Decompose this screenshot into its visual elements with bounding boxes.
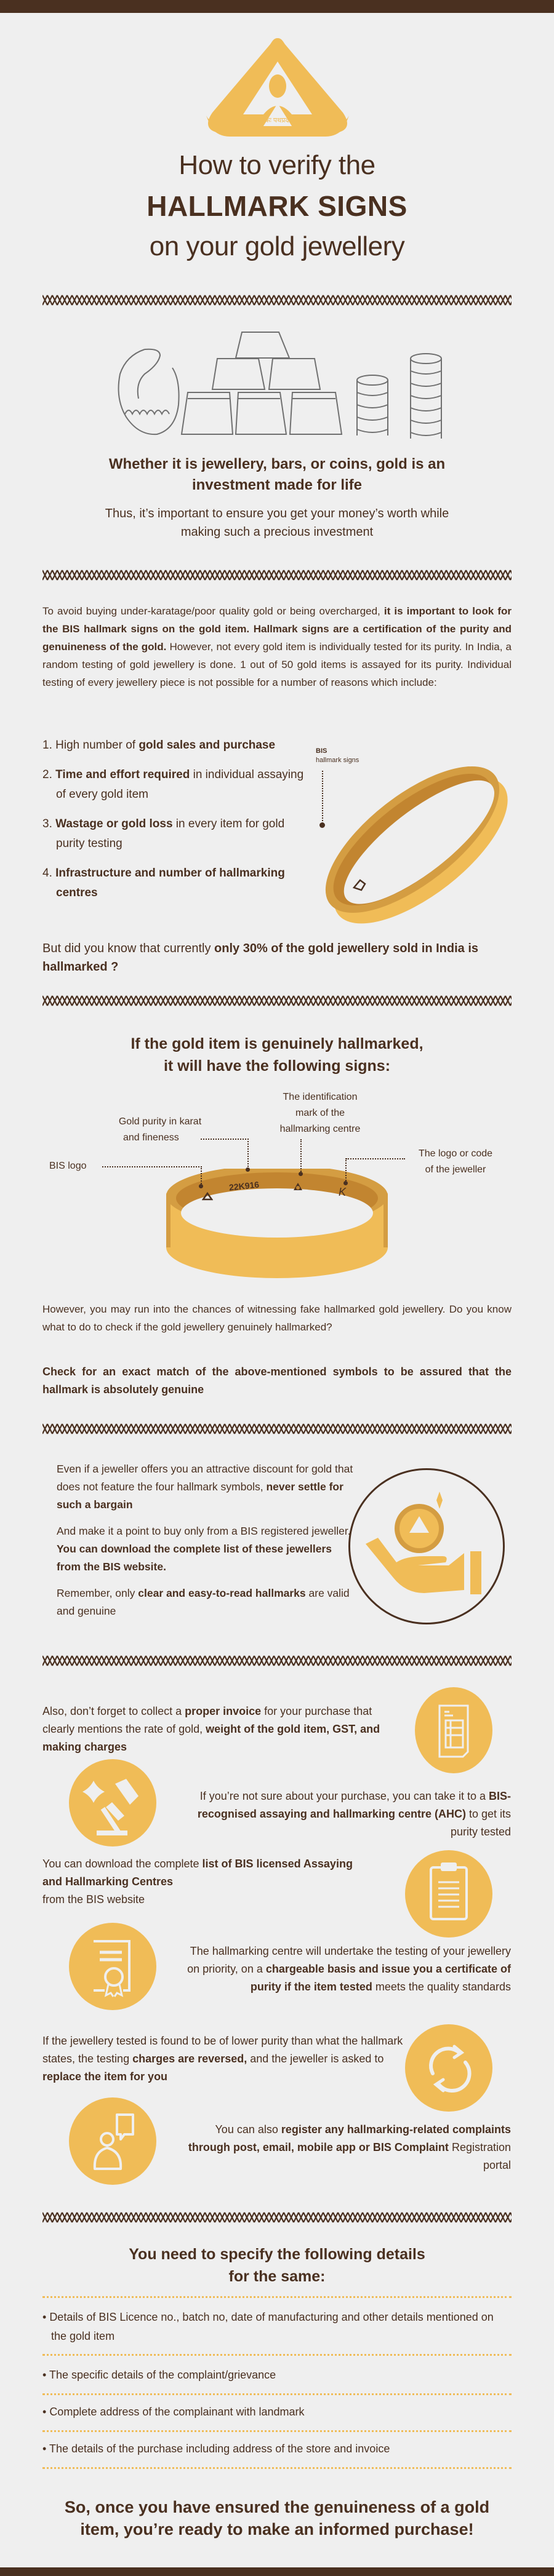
zigzag-divider	[42, 294, 512, 306]
details-heading-1: You need to specify the following details	[129, 2246, 425, 2263]
detail-item: • The specific details of the complaint/grievance	[42, 2369, 276, 2381]
microscope-icon-badge	[69, 1759, 156, 1847]
microscope-icon	[69, 1759, 156, 1847]
coin-stack-icon	[357, 354, 441, 439]
tip-complaint: You can also register any hallmarking-related complaints through post, email, mobile app or BIS Complaint Registration portal	[188, 2123, 511, 2171]
bis-logo-stamp-icon	[202, 1192, 213, 1201]
complaint-icon-badge	[69, 2097, 156, 2185]
tip-invoice: Also, don’t forget to collect a proper invoice for your purchase that clearly mentions the rate of gold, weight of the gold item, GST, and making charges	[42, 1705, 380, 1753]
check-match-paragraph: Check for an exact match of the above-mentioned symbols to be assured that the hallmark is absolutely genuine	[42, 1366, 512, 1396]
leader-line	[300, 1139, 302, 1174]
registered-jeweller-tip: And make it a point to buy only from a BIS registered jeweller. You can download the complete list of these jewellers from the BIS website.	[57, 1525, 351, 1573]
hallmark-ring-diagram	[0, 1089, 554, 1286]
leader-line	[346, 1158, 405, 1159]
leader-line	[102, 1166, 202, 1167]
leader-dot	[343, 1181, 348, 1185]
closing-line-1: So, once you have ensured the genuineness of a gold	[64, 2498, 490, 2516]
label-centre-1: The identification	[283, 1092, 358, 1102]
certificate-icon-badge	[69, 1923, 156, 2010]
tip-assay-centre: If you’re not sure about your purchase, you can take it to a BIS-recognised assaying and hallmarking centre (AHC) to get its purity tested	[197, 1790, 511, 1838]
leader-dot	[319, 822, 325, 828]
leader-line	[201, 1166, 202, 1186]
centre-mark-stamp-icon	[293, 1182, 303, 1191]
title-line-3: on your gold jewellery	[149, 231, 405, 261]
stat-text: But did you know that currently only 30% of the gold jewellery sold in India is hallmarked ?	[42, 942, 479, 974]
reason-item: 3. Wastage or gold loss in every item for gold purity testing	[42, 817, 285, 850]
gold-bars-icon	[182, 332, 342, 434]
label-purity-1: Gold purity in karat	[118, 1116, 202, 1127]
clipboard-icon	[405, 1850, 492, 1938]
gold-items-illustration	[102, 331, 452, 445]
purity-stamp: 22K916	[228, 1179, 260, 1193]
label-jeweller-2: of the jeweller	[425, 1164, 486, 1175]
label-jeweller-1: The logo or code	[418, 1148, 493, 1159]
zigzag-divider	[42, 995, 512, 1007]
intro-subtext: Thus, it’s important to ensure you get your money’s worth while making such a precious investment	[105, 507, 449, 539]
complaint-user-icon	[69, 2097, 156, 2185]
leader-dot	[199, 1184, 203, 1188]
ring-label: hallmark signs	[316, 757, 359, 764]
hand-holding-coin-icon	[350, 1470, 503, 1623]
reasons-list	[42, 736, 307, 903]
dotted-separator	[42, 2393, 512, 2395]
jeweller-stamp: K	[339, 1186, 347, 1198]
zigzag-divider	[42, 569, 512, 581]
leader-dot	[246, 1167, 250, 1172]
jeweller-advice	[57, 1460, 358, 1620]
signs-heading-1: If the gold item is genuinely hallmarked,	[130, 1035, 424, 1052]
tip-certificate: The hallmarking centre will undertake the testing of your jewellery on priority, on a chargeable basis and issue you a certificate of purity if the item tested meets the quality standards	[187, 1945, 511, 1993]
fake-hallmark-paragraph: However, you may run into the chances of witnessing fake hallmarked gold jewellery. Do you know what to do to check if the gold jewellery genuinely hallmarked?	[42, 1303, 512, 1333]
tip-replace: If the jewellery tested is found to be of lower purity than what the hallmark states, the testing charges are reversed, and the jeweller is asked to replace the item for you	[42, 2035, 403, 2083]
detail-item: • Details of BIS Licence no., batch no, date of manufacturing and other details mentioned on the gold item	[42, 2311, 494, 2342]
zigzag-divider	[42, 1423, 512, 1435]
label-bis-logo: BIS logo	[49, 1161, 87, 1171]
why-paragraph: To avoid buying under-karatage/poor quality gold or being overcharged, it is important to look for the BIS hallmark signs on the gold item. Hallmark signs are a certification of the purity and genuineness of the gold. However, not every gold item is individually tested for its purity. In India, a random testing of gold jewellery is done. 1 out of 50 gold items is assayed for its purity. Individual testing of every jewellery piece is not possible for a number of reasons which include:	[42, 605, 512, 688]
detail-item: • Complete address of the complainant with landmark	[42, 2406, 305, 2418]
hand-coin-badge	[348, 1468, 505, 1624]
leader-line	[322, 771, 323, 824]
zigzag-divider	[42, 2211, 512, 2224]
title-line-1: How to verify the	[179, 150, 375, 180]
title-line-2: HALLMARK SIGNS	[147, 190, 407, 222]
leader-line	[345, 1158, 347, 1183]
reason-item: 1. High number of gold sales and purchase	[42, 739, 276, 752]
invoice-icon	[415, 1687, 492, 1773]
reason-item: 4. Infrastructure and number of hallmarking centres	[42, 867, 285, 899]
label-centre-3: hallmarking centre	[279, 1124, 361, 1134]
top-bar	[0, 0, 554, 13]
refresh-icon	[405, 2024, 492, 2112]
bis-logo	[205, 36, 350, 138]
leader-line	[247, 1139, 249, 1169]
bangle-icon	[119, 349, 179, 434]
label-purity-2: and fineness	[123, 1132, 179, 1143]
closing-line-2: item, you’re ready to make an informed purchase!	[80, 2520, 474, 2538]
bottom-bar	[0, 2567, 554, 2576]
signs-heading-2: it will have the following signs:	[163, 1057, 391, 1075]
reason-item: 2. Time and effort required in individual assaying of every gold item	[42, 768, 304, 801]
leader-line	[201, 1139, 249, 1140]
dotted-separator	[42, 2296, 512, 2298]
zigzag-divider	[42, 1655, 512, 1667]
refresh-icon-badge	[405, 2024, 492, 2112]
detail-item: • The details of the purchase including address of the store and invoice	[42, 2443, 390, 2455]
tilted-ring-illustration	[311, 747, 514, 926]
certificate-icon	[69, 1923, 156, 2010]
intro-heading: Whether it is jewellery, bars, or coins, gold is an investment made for life	[108, 456, 446, 493]
dotted-separator	[42, 2354, 512, 2356]
discount-warning: Even if a jeweller offers you an attractive discount for gold that does not feature the four hallmark symbols, never settle for such a bargain	[57, 1463, 353, 1511]
ring-label-bold: BIS	[316, 747, 327, 755]
logo-motto: मानकः पथप्रदर्शकः	[255, 117, 300, 124]
clipboard-icon-badge	[405, 1850, 492, 1938]
dotted-separator	[42, 2467, 512, 2469]
label-centre-2: mark of the	[295, 1108, 345, 1118]
tip-download-list: You can download the complete list of BIS licensed Assaying and Hallmarking Centres from the BIS website	[42, 1858, 353, 1906]
dotted-separator	[42, 2430, 512, 2432]
details-heading-2: for the same:	[228, 2268, 326, 2285]
leader-dot	[299, 1172, 303, 1176]
invoice-icon-badge	[415, 1687, 492, 1773]
clear-hallmark-tip: Remember, only clear and easy-to-read hallmarks are valid and genuine	[57, 1587, 350, 1617]
